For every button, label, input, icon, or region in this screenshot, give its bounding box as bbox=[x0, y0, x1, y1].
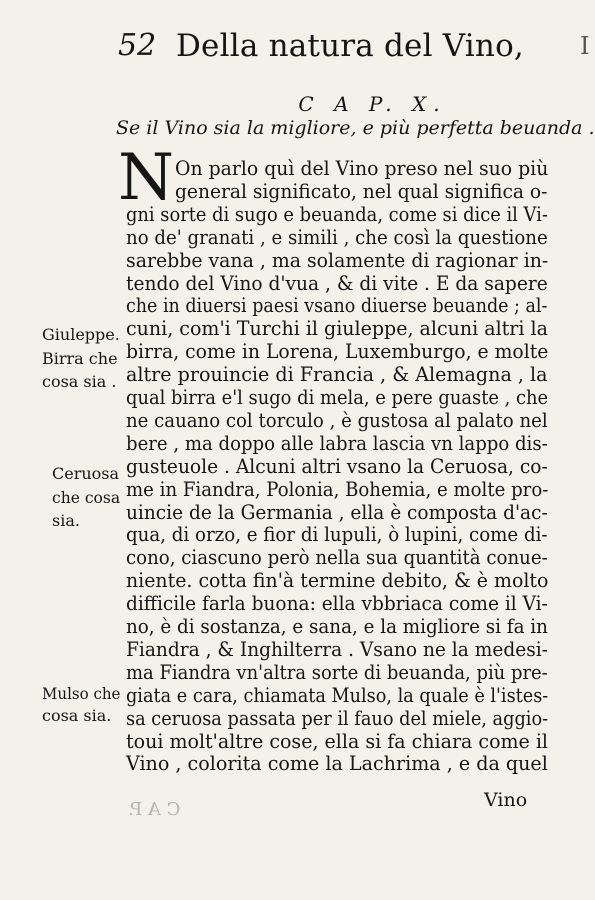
margin-note: Ceruosa bbox=[52, 464, 120, 483]
edge-mark: I bbox=[580, 32, 590, 60]
text-line: niente. cotta fin'à termine debito, & è molto bbox=[126, 569, 549, 593]
text-line: altre prouincie di Francia , & Alemagna , la bbox=[126, 363, 548, 387]
bleed-through-text: C A P. bbox=[128, 799, 181, 820]
margin-note: Giuleppe. bbox=[42, 325, 120, 344]
text-line: gni sorte di sugo e beuanda, come si dice il Vi- bbox=[126, 202, 548, 226]
text-line: no, è di sostanza, e sana, e la migliore si fa in bbox=[126, 615, 548, 638]
text-line: Vino , colorita come la Lachrima , e da quel bbox=[126, 752, 548, 776]
text-line: cono, ciascuno però nella sua quantità conue- bbox=[126, 546, 548, 570]
margin-note: sia. bbox=[52, 511, 80, 530]
text-line: bere , ma doppo alle labra lascia vn lappo dis- bbox=[126, 431, 548, 455]
text-line: On parlo quì del Vino preso nel suo più bbox=[175, 157, 549, 180]
running-title: Della natura del Vino, bbox=[176, 28, 524, 64]
text-line: no de' granati , e simili , che così la questione bbox=[126, 225, 548, 249]
text-line: birra, come in Lorena, Luxemburgo, e molte bbox=[126, 340, 549, 364]
text-line: giata e cara, chiamata Mulso, la quale è l'istes- bbox=[126, 683, 549, 707]
text-line: che in diuersi paesi vsano diuerse beuande ; al- bbox=[126, 294, 548, 318]
drop-cap: N bbox=[118, 141, 174, 215]
margin-note: cosa sia . bbox=[42, 372, 117, 391]
chapter-number: C A P. X. bbox=[298, 92, 447, 116]
text-line: uincie de la Germania , ella è composta d'ac- bbox=[126, 500, 548, 524]
text-line: ne cauano col torculo , è gustosa al palato nel bbox=[126, 408, 548, 432]
catchword: Vino bbox=[484, 789, 528, 811]
text-line: cuni, com'i Turchi il giuleppe, alcuni altri la bbox=[126, 317, 548, 341]
text-line: toui molt'altre cose, ella si fa chiara come il bbox=[126, 729, 549, 753]
chapter-title: Se il Vino sia la migliore, e più perfetta beuanda . bbox=[116, 117, 595, 139]
text-line: gusteuole . Alcuni altri vsano la Ceruosa, co- bbox=[126, 454, 548, 478]
text-line: sa ceruosa passata per il fauo del miele, aggio- bbox=[126, 706, 549, 730]
text-line: Fiandra , & Inghilterra . Vsano ne la medesi- bbox=[126, 637, 548, 661]
margin-note: Mulso che bbox=[42, 684, 121, 703]
page-number: 52 bbox=[118, 28, 157, 63]
text-line: ma Fiandra vn'altra sorte di beuanda, più pre- bbox=[126, 660, 548, 684]
text-line: qua, di orzo, e fior di lupuli, ò lupini, come di- bbox=[126, 523, 548, 547]
text-line: tendo del Vino d'vua , & di vite . E da sapere bbox=[126, 271, 548, 295]
margin-note: cosa sia. bbox=[42, 706, 112, 725]
text-line: sarebbe vana , ma solamente di ragionar in- bbox=[126, 248, 549, 272]
margin-note: che cosa bbox=[52, 488, 121, 507]
text-line: general significato, nel qual significa o- bbox=[175, 179, 548, 203]
page-header bbox=[118, 28, 588, 74]
text-line: qual birra e'l sugo di mela, e pere guaste , che bbox=[126, 386, 549, 409]
text-line: difficile farla buona: ella vbbriaca come il Vi- bbox=[126, 592, 548, 616]
text-line: me in Fiandra, Polonia, Bohemia, e molte pro- bbox=[126, 477, 549, 501]
margin-note: Birra che bbox=[42, 349, 118, 368]
